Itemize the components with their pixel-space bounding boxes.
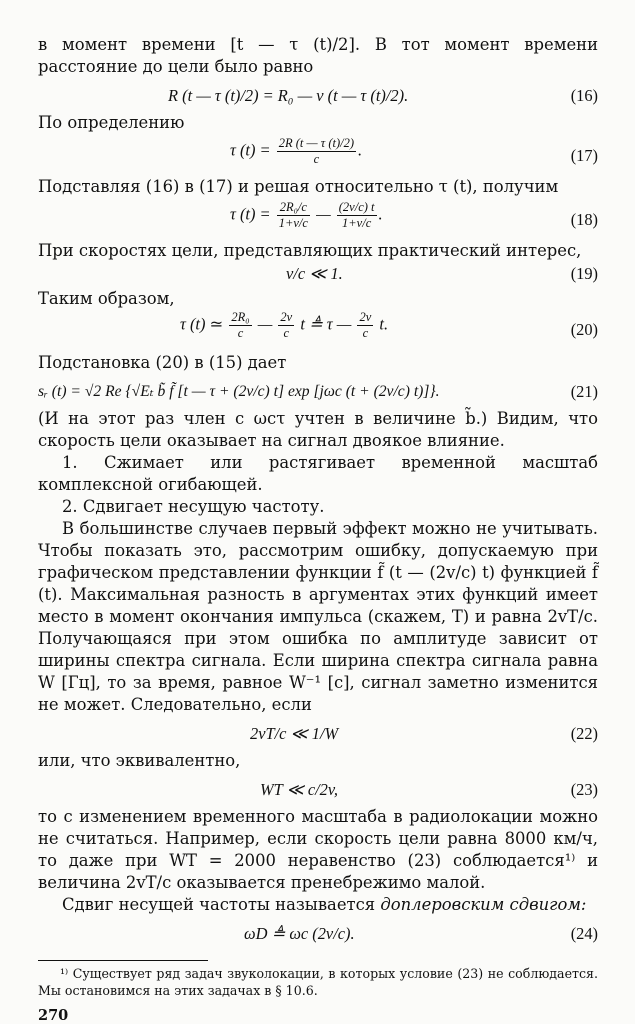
paragraph: Подставляя (16) в (17) и решая относительно τ (t), получим: [38, 177, 559, 196]
equation-number: (23): [570, 780, 598, 799]
equation-21: [38, 374, 598, 408]
paragraph: Таким образом,: [38, 289, 175, 308]
eq-lhs: τ (t) ≃: [180, 314, 224, 334]
equation-number: (19): [570, 264, 598, 283]
equation-number: (22): [570, 724, 598, 743]
text-run: Сдвиг несущей частоты называется: [62, 895, 381, 914]
fraction-numerator: 2v: [359, 310, 372, 324]
eq-operator: —: [257, 314, 273, 334]
equation-22: [38, 716, 598, 750]
equation-19: [38, 262, 598, 288]
fraction-numerator: 2R (t — τ (t)/2): [278, 136, 354, 150]
equation-23: [38, 772, 598, 806]
equation-body: v/c ≪ 1.: [286, 264, 343, 283]
equation-number: (20): [570, 320, 598, 339]
eq-lhs: τ (t) =: [230, 204, 271, 224]
equation-body: [230, 200, 383, 231]
fraction-numerator: (2v/c) t: [338, 200, 375, 214]
emphasis: доплеровским сдвигом:: [380, 895, 587, 914]
equation-body: R (t — τ (t)/2) = R₀ — v (t — τ (t)/2).: [168, 86, 409, 105]
equation-number: (24): [570, 924, 598, 943]
fraction-denominator: 1+v/c: [278, 216, 308, 230]
equation-body: 2vT/c ≪ 1/W: [250, 724, 339, 743]
paragraph: то с изменением временного масштаба в радиолокации можно не считаться. Например, если скорость цели равна 8000 км/ч, то даже при WT = 2000 неравенство (23) соблюдается¹⁾ и величина 2vT/c оказывается пренебрежимо малой.: [38, 807, 598, 892]
fraction-numerator: 2R₀: [231, 310, 250, 324]
list-item: 2. Сдвигает несущую частоту.: [62, 497, 325, 516]
equation-number: (17): [570, 146, 598, 165]
equation-body: [230, 136, 362, 167]
page-body: [38, 34, 598, 1024]
paragraph: или, что эквивалентно,: [38, 751, 241, 770]
equation-20: [38, 310, 598, 352]
fraction-numerator: 2R₀/c: [277, 200, 310, 216]
equation-body: [180, 310, 388, 341]
fraction-numerator: 2v: [280, 310, 293, 324]
fraction-denominator: 1+v/c: [342, 216, 372, 230]
equation-number: (18): [570, 210, 598, 229]
equation-24: [38, 916, 598, 950]
equation-body: ωD ≜ ωc (2v/c).: [244, 924, 355, 943]
paragraph: По определению: [38, 113, 185, 132]
footnote-divider: [38, 960, 208, 961]
fraction: [357, 310, 373, 341]
equation-number: (21): [570, 382, 598, 401]
paragraph: в момент времени [t — τ (t)/2]. В тот момент времени расстояние до цели было равно: [38, 35, 598, 76]
eq-operator: —: [316, 204, 331, 224]
footnote: ¹⁾ Существует ряд задач звуколокации, в которых условие (23) не соблюдается. Мы остановимся на этих задачах в § 10.6.: [38, 966, 598, 998]
eq-lhs: τ (t) =: [230, 140, 271, 160]
eq-tail: .: [358, 140, 363, 160]
fraction-denominator: c: [283, 326, 290, 340]
fraction-denominator: c: [313, 152, 320, 166]
equation-body: WT ≪ c/2v,: [260, 780, 339, 799]
list-item: 1. Сжимает или растягивает временной масштаб комплексной огибающей.: [38, 453, 598, 494]
fraction-denominator: c: [362, 326, 369, 340]
fraction: [277, 200, 310, 231]
paragraph: Подстановка (20) в (15) дает: [38, 353, 287, 372]
equation-16: [38, 78, 598, 112]
paragraph: При скоростях цели, представляющих практический интерес,: [38, 241, 582, 260]
paragraph: [38, 894, 598, 916]
equation-18: [38, 198, 598, 240]
page-number: 270: [38, 1007, 69, 1024]
equation-number: (16): [570, 86, 598, 105]
paragraph: (И на этот раз член с ωcτ учтен в величине b̃.) Видим, что скорость цели оказывает на сигнал двоякое влияние.: [38, 409, 598, 450]
equation-body: sᵣ (t) = √2 Re {√Eₜ b̃ f̃ [t — τ + (2v/c) t] exp [jωc (t + (2v/c) t)]}.: [38, 383, 440, 400]
eq-tail: .: [378, 204, 383, 224]
fraction: [337, 200, 377, 231]
fraction: [277, 136, 356, 167]
equation-17: [38, 134, 598, 176]
eq-tail: t.: [379, 314, 389, 334]
fraction-denominator: c: [237, 326, 244, 340]
fraction: [229, 310, 251, 341]
eq-operator: t ≜ τ —: [300, 314, 352, 334]
fraction: [278, 310, 294, 341]
paragraph: В большинстве случаев первый эффект можно не учитывать. Чтобы показать это, рассмотрим ошибку, допускаемую при графическом представлении функции f̃ (t — (2v/c) t) функцией f̃ (t). Максимальная разность в аргументах этих функций имеет место в момент окончания импульса (скажем, T) и равна 2vT/c. Получающаяся при этом ошибка по амплитуде зависит от ширины спектра сигнала. Если ширина спектра сигнала равна W [Гц], то за время, равное W⁻¹ [с], сигнал заметно изменится не может. Следовательно, если: [38, 519, 598, 714]
